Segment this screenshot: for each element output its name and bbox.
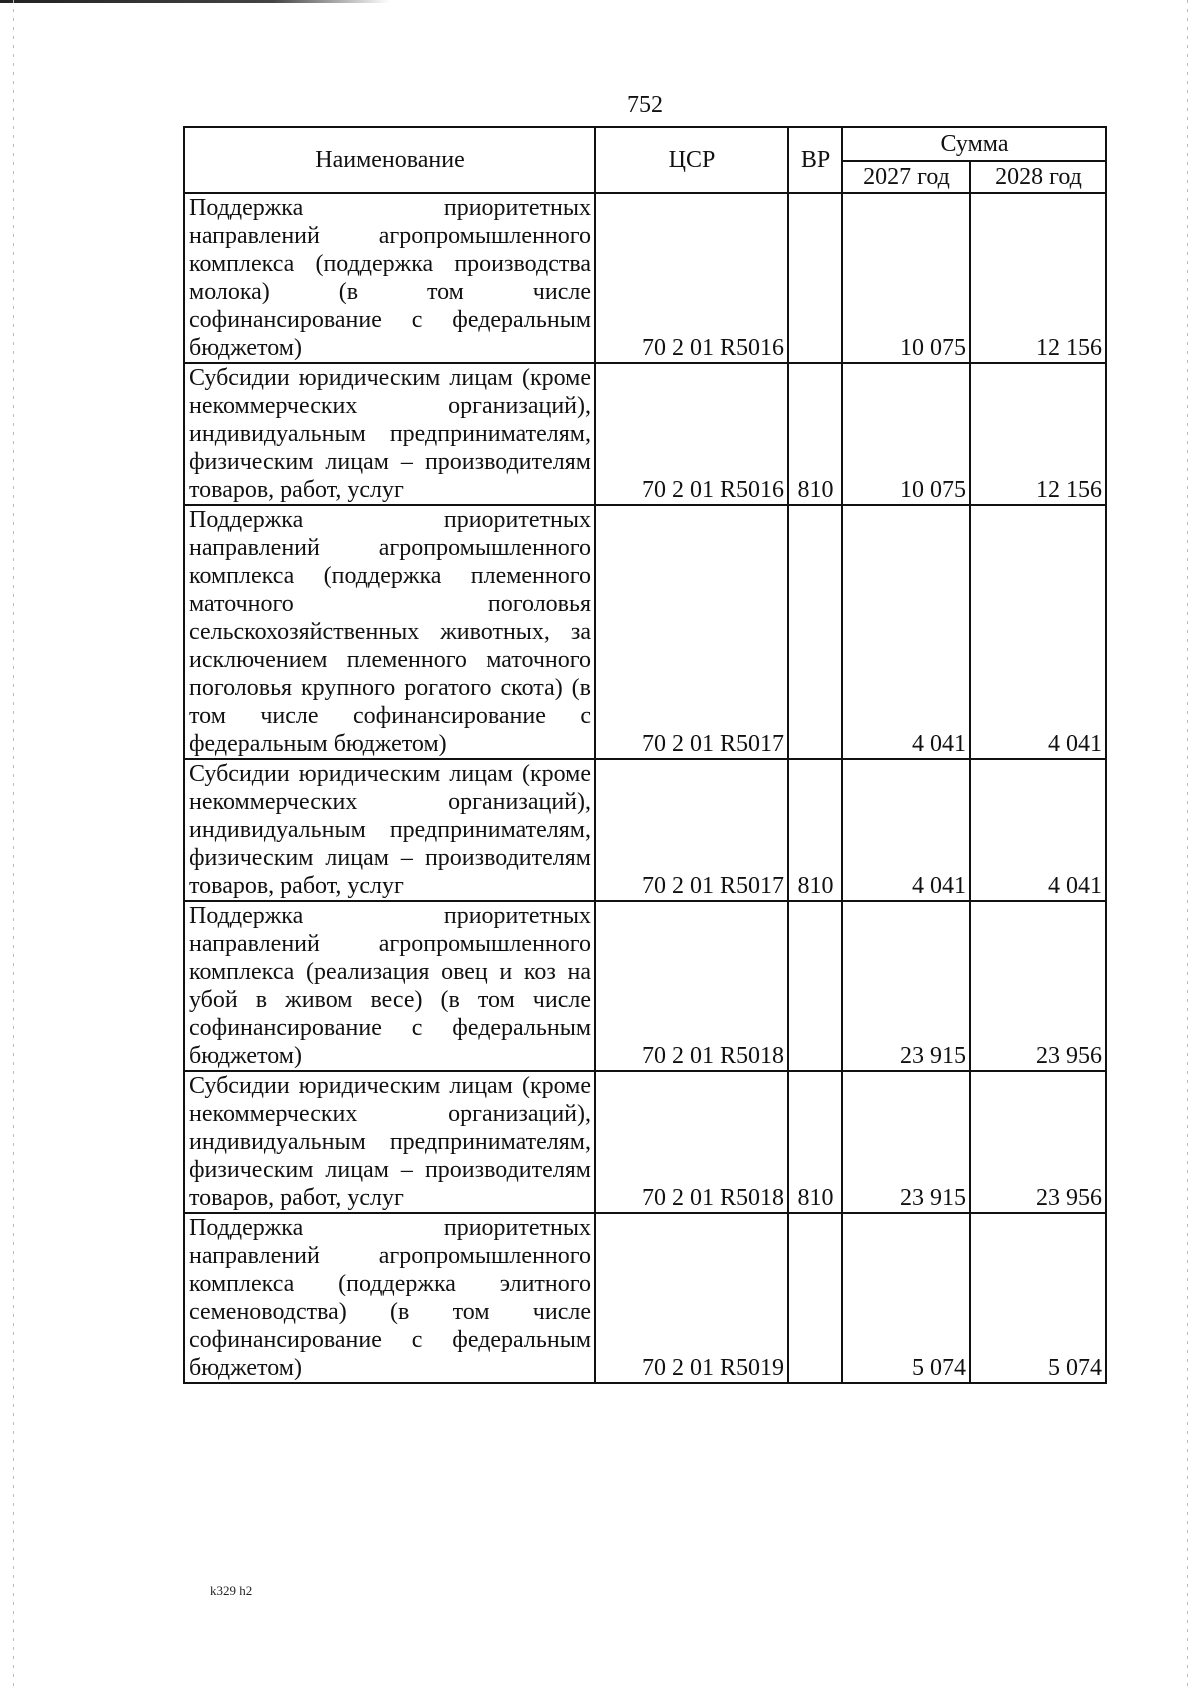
row-csr: 70 2 01 R5016 [595,193,788,363]
row-name: Поддержка приоритетных направлений агропромышленного комплекса (поддержка элитного семеноводства) (в том числе софинансирование с федеральным бюджетом) [184,1213,595,1383]
document-code: k329 h2 [210,1583,253,1598]
row-csr: 70 2 01 R5019 [595,1213,788,1383]
header-name: Наименование [184,127,595,193]
row-sum-2027: 4 041 [842,759,970,901]
header-sum: Сумма [842,127,1106,161]
row-sum-2027: 10 075 [842,193,970,363]
table-row [184,759,1106,901]
table-row [184,1071,1106,1213]
row-csr: 70 2 01 R5016 [595,363,788,505]
row-sum-2027: 4 041 [842,505,970,759]
row-vr [788,193,842,363]
row-name: Субсидии юридическим лицам (кроме некоммерческих организаций), индивидуальным предпринимателям, физическим лицам – производителям товаров, работ, услуг [184,759,595,901]
header-year-2028: 2028 год [970,161,1106,193]
table-row [184,363,1106,505]
row-sum-2028: 12 156 [970,363,1106,505]
scan-edge-line [1187,0,1188,1686]
row-csr: 70 2 01 R5018 [595,1071,788,1213]
row-csr: 70 2 01 R5018 [595,901,788,1071]
row-name: Субсидии юридическим лицам (кроме некоммерческих организаций), индивидуальным предпринимателям, физическим лицам – производителям товаров, работ, услуг [184,363,595,505]
row-name: Субсидии юридическим лицам (кроме некоммерческих организаций), индивидуальным предпринимателям, физическим лицам – производителям товаров, работ, услуг [184,1071,595,1213]
row-vr: 810 [788,1071,842,1213]
row-vr [788,901,842,1071]
table-row [184,193,1106,363]
header-year-2027: 2027 год [842,161,970,193]
scan-edge-line [13,0,14,1686]
table-row [184,1213,1106,1383]
row-sum-2027: 23 915 [842,1071,970,1213]
table-row [184,505,1106,759]
row-csr: 70 2 01 R5017 [595,505,788,759]
row-vr [788,1213,842,1383]
row-vr: 810 [788,759,842,901]
table-row [184,901,1106,1071]
row-sum-2028: 4 041 [970,759,1106,901]
row-csr: 70 2 01 R5017 [595,759,788,901]
header-csr: ЦСР [595,127,788,193]
row-vr [788,505,842,759]
row-sum-2028: 23 956 [970,1071,1106,1213]
page-number: 752 [627,92,663,118]
row-sum-2027: 5 074 [842,1213,970,1383]
row-name: Поддержка приоритетных направлений агропромышленного комплекса (поддержка племенного маточного поголовья сельскохозяйственных животных, за исключением племенного маточного поголовья крупного рогатого скота) (в том числе софинансирование с федеральным бюджетом) [184,505,595,759]
scan-artifact-bar [0,0,390,3]
row-name: Поддержка приоритетных направлений агропромышленного комплекса (поддержка производства молока) (в том числе софинансирование с федеральным бюджетом) [184,193,595,363]
budget-table [183,126,1107,1384]
row-sum-2027: 10 075 [842,363,970,505]
row-sum-2028: 12 156 [970,193,1106,363]
header-vr: ВР [788,127,842,193]
row-sum-2027: 23 915 [842,901,970,1071]
row-name: Поддержка приоритетных направлений агропромышленного комплекса (реализация овец и коз на убой в живом весе) (в том числе софинансирование с федеральным бюджетом) [184,901,595,1071]
row-sum-2028: 23 956 [970,901,1106,1071]
row-sum-2028: 4 041 [970,505,1106,759]
row-vr: 810 [788,363,842,505]
row-sum-2028: 5 074 [970,1213,1106,1383]
